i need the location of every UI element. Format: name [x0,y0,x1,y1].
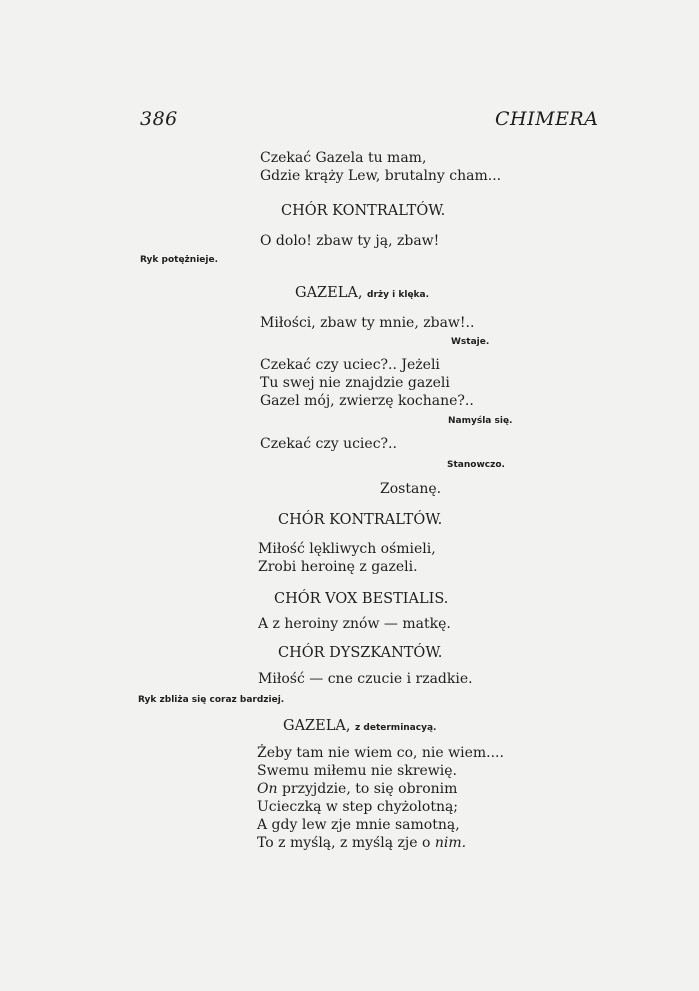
verse-line: Tu swej nie znajdzie gazeli [260,375,450,391]
stage-direction: Wstaje. [451,337,490,347]
speaker-heading [295,285,429,301]
verse-line: Czekać czy uciec?.. Jeżeli [260,357,440,373]
page-number: 386 [140,108,178,130]
speaker-heading: CHÓR KONTRALTÓW. [278,512,443,528]
verse-line: Zostanę. [380,481,442,497]
verse-line: A z heroiny znów — matkę. [258,616,451,632]
speaker-heading: CHÓR KONTRALTÓW. [281,203,446,219]
verse-line: Czekać Gazela tu mam, [260,150,427,166]
margin-stage-direction: Ryk zbliża się coraz bardziej. [138,695,285,705]
inline-stage-direction: drży i klęka. [367,290,430,300]
verse-line: Ucieczką w step chyżolotną; [257,799,459,815]
inline-stage-direction: z determinacyą. [355,723,437,733]
verse-line: Miłość lękliwych ośmieli, [258,541,436,557]
verse-line: Zrobi heroinę z gazeli. [258,559,418,575]
speaker-heading: CHÓR DYSZKANTÓW. [278,645,443,661]
verse-line: Miłości, zbaw ty mnie, zbaw!.. [260,315,475,331]
verse-line: Gdzie krąży Lew, brutalny cham... [260,168,502,184]
verse-line: Miłość — cne czucie i rzadkie. [258,671,473,687]
speaker-heading [283,718,436,734]
stage-direction: Stanowczo. [447,460,505,470]
margin-stage-direction: Ryk potężnieje. [140,255,218,265]
speaker-heading: CHÓR VOX BESTIALIS. [274,591,449,607]
emphasis: On [257,781,278,797]
emphasis: nim. [434,835,467,851]
speaker-name: GAZELA, [283,718,351,734]
running-title: CHIMERA [495,108,599,130]
stage-direction: Namyśla się. [448,416,513,426]
verse-text: To z myślą, z myślą zje o [257,835,431,851]
verse-line [257,833,466,853]
verse-line: Gazel mój, zwierzę kochane?.. [260,393,474,409]
verse-line: Swemu miłemu nie skrewię. [257,763,457,779]
verse-text: przyjdzie, to się obronim [281,781,458,797]
verse-line [257,779,457,799]
verse-line: Żeby tam nie wiem co, nie wiem.... [257,745,504,761]
verse-line: Czekać czy uciec?.. [260,436,397,452]
verse-line: O dolo! zbaw ty ją, zbaw! [260,233,440,249]
verse-line: A gdy lew zje mnie samotną, [257,817,460,833]
speaker-name: GAZELA, [295,285,363,301]
